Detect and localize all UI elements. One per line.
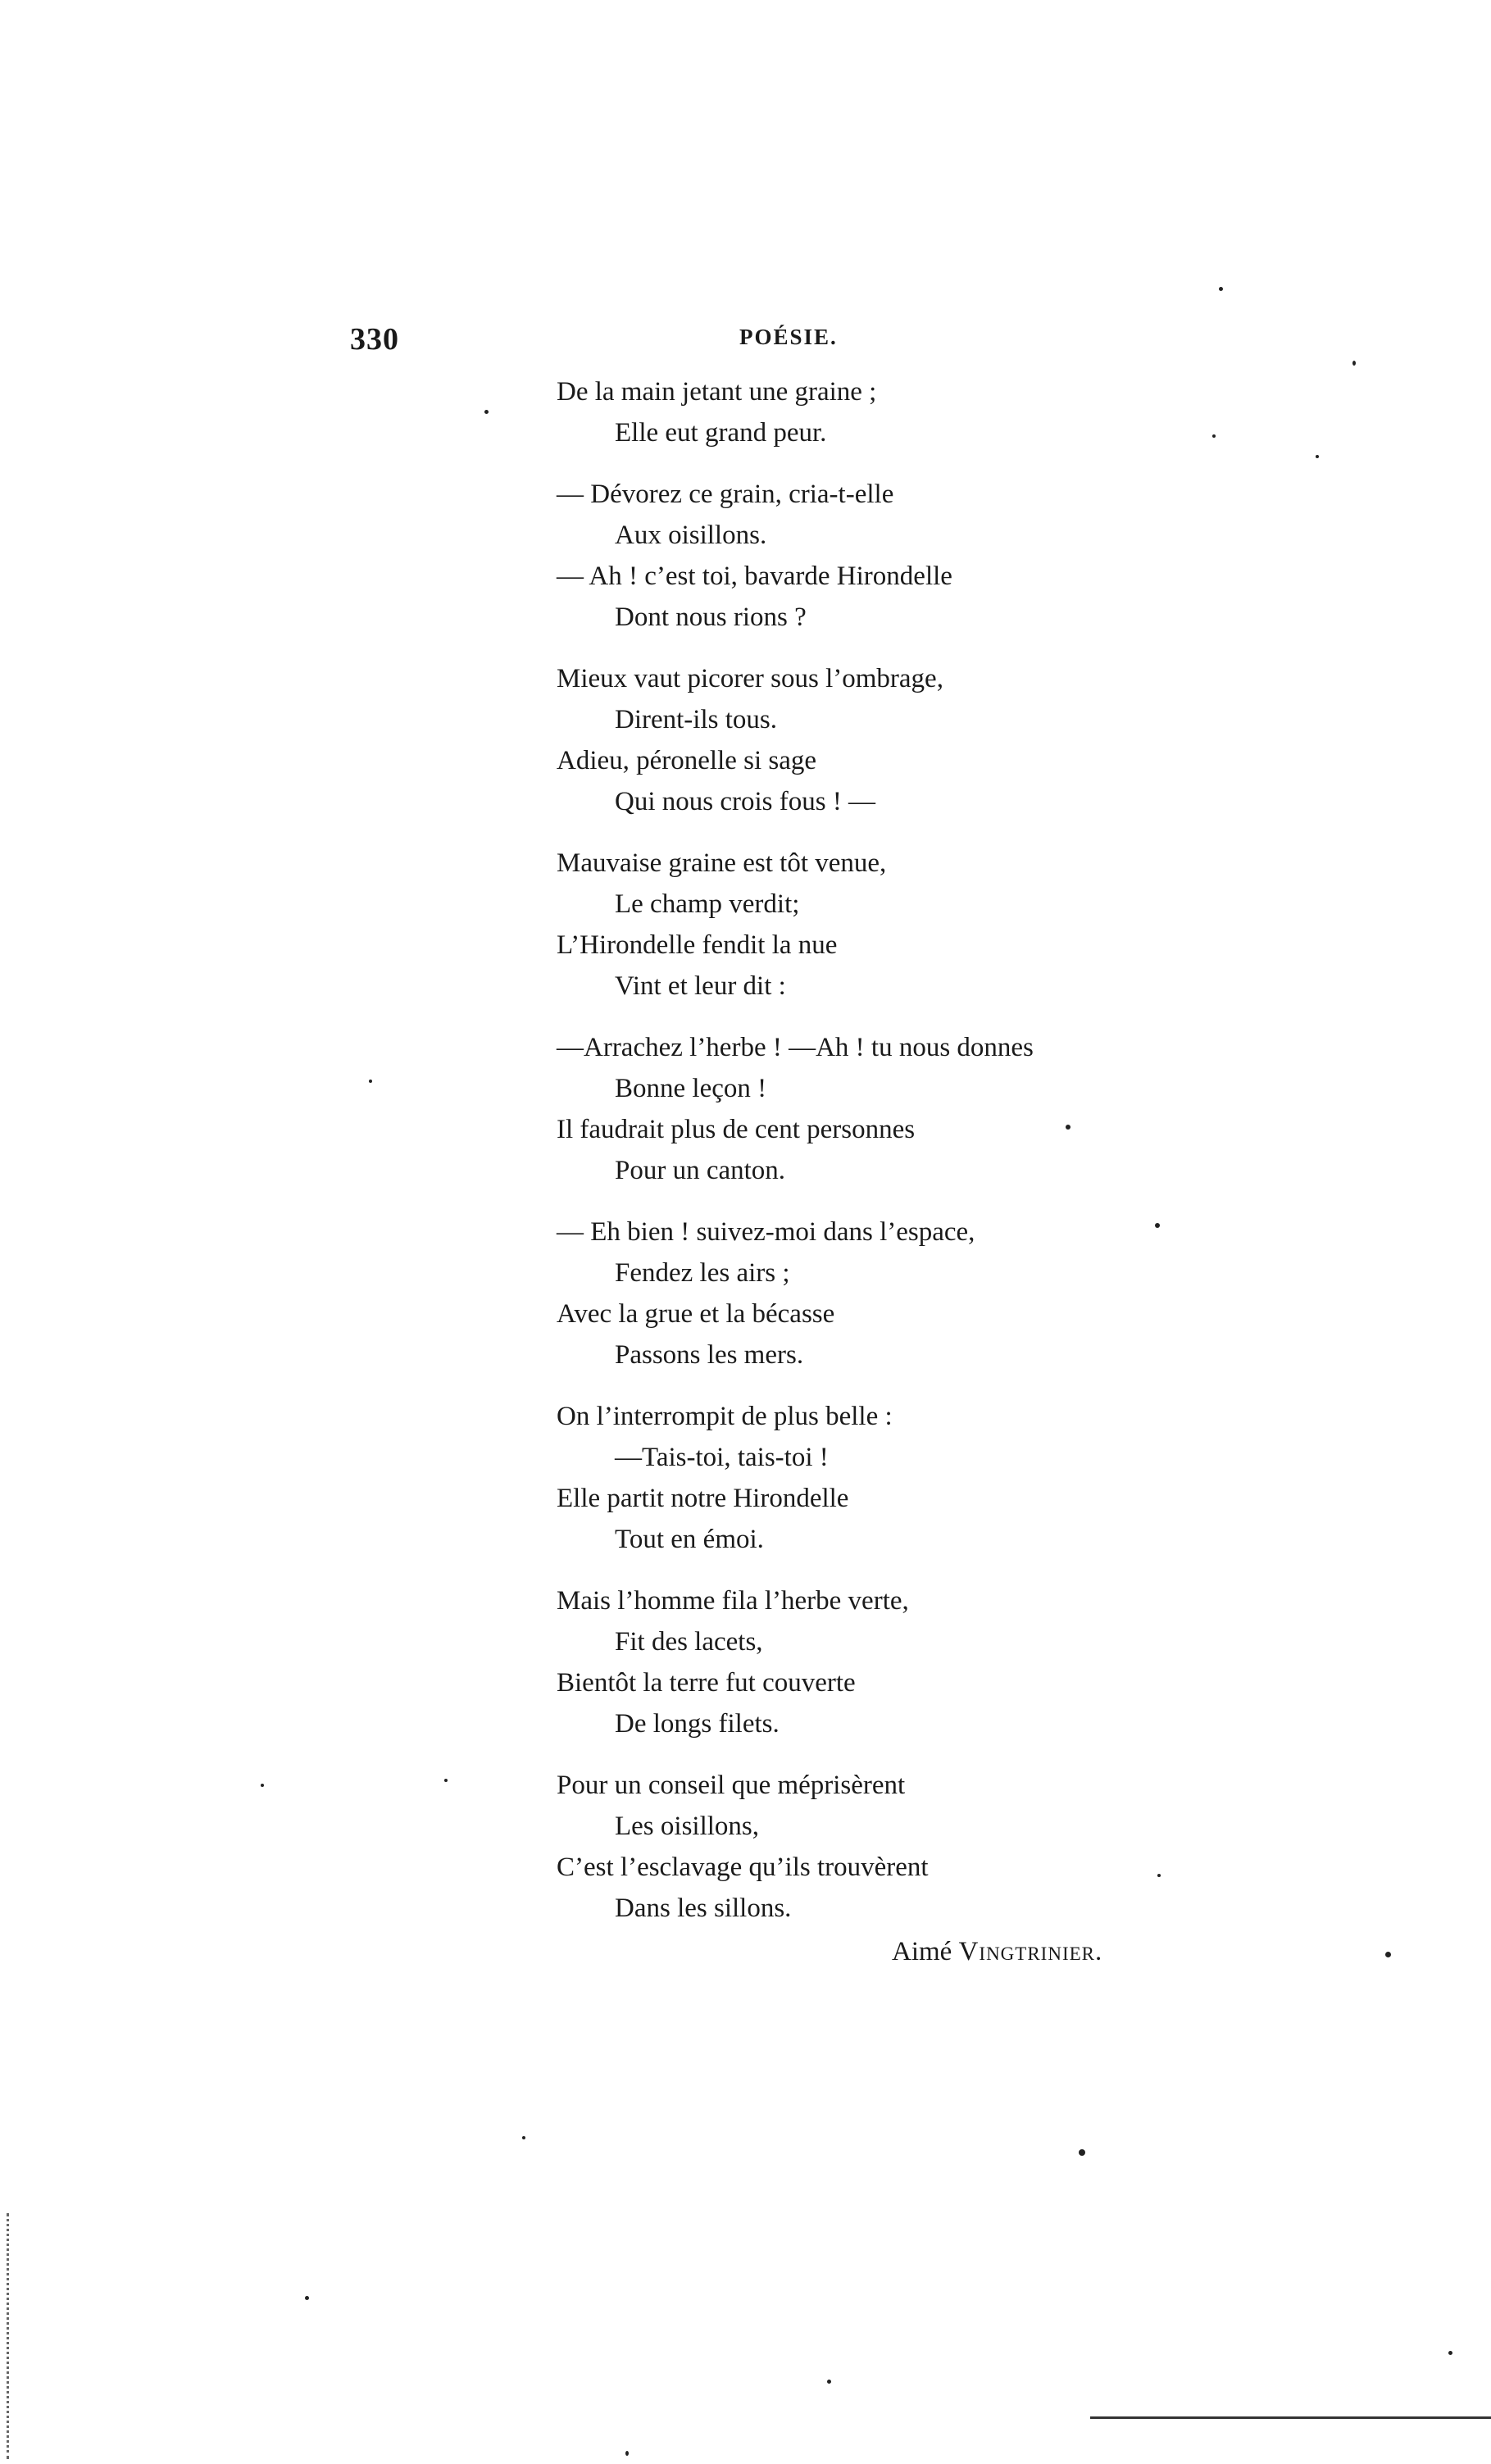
running-title: POÉSIE. — [739, 325, 838, 349]
poem-line: Mieux vaut picorer sous l’ombrage, — [557, 664, 943, 693]
scan-speck — [1352, 361, 1356, 366]
scan-speck — [625, 2451, 629, 2456]
poem-line: Les oisillons, — [615, 1812, 760, 1841]
scan-speck — [1079, 2149, 1085, 2156]
scan-speck — [1212, 434, 1216, 438]
poem-line: —Tais-toi, tais-toi ! — [615, 1443, 829, 1472]
poem-line: Le champ verdit; — [615, 889, 800, 919]
poem-line: Adieu, péronelle si sage — [557, 746, 817, 775]
scan-speck — [1219, 287, 1223, 291]
poem-line: Bientôt la terre fut couverte — [557, 1668, 856, 1698]
scan-speck — [1155, 1223, 1160, 1228]
poem-line: Vint et leur dit : — [615, 971, 786, 1001]
poem-line: Bonne leçon ! — [615, 1074, 767, 1103]
poem-line: De la main jetant une graine ; — [557, 377, 877, 407]
author-first-name: Aimé — [892, 1937, 952, 1966]
poem-line: Passons les mers. — [615, 1340, 804, 1370]
scan-speck — [484, 410, 489, 414]
scan-speck — [369, 1080, 372, 1083]
poem-line: On l’interrompit de plus belle : — [557, 1402, 893, 1431]
scan-speck — [1316, 455, 1319, 458]
scan-speck — [827, 2380, 831, 2384]
scan-speck — [261, 1784, 264, 1787]
poem-line: Avec la grue et la bécasse — [557, 1299, 835, 1329]
poem-line: Fit des lacets, — [615, 1627, 763, 1657]
poem-line: Il faudrait plus de cent personnes — [557, 1115, 916, 1144]
poem-line: — Eh bien ! suivez-moi dans l’espace, — [557, 1217, 975, 1247]
scan-speck — [305, 2296, 309, 2300]
poem-line: Pour un conseil que méprisèrent — [557, 1771, 906, 1800]
poem-line: Elle partit notre Hirondelle — [557, 1484, 849, 1513]
poem-line: Pour un canton. — [615, 1156, 786, 1185]
poem-line: Fendez les airs ; — [615, 1258, 790, 1288]
scan-speck — [1385, 1952, 1391, 1957]
poem-line: C’est l’esclavage qu’ils trouvèrent — [557, 1853, 929, 1882]
page-number: 330 — [350, 322, 399, 357]
poem-line: —Arrachez l’herbe ! —Ah ! tu nous donnes — [557, 1033, 1034, 1062]
scan-rule — [1090, 2416, 1491, 2419]
author-signature — [892, 1937, 1102, 1967]
poem-line: — Dévorez ce grain, cria-t-elle — [557, 480, 894, 509]
poem-line: Dirent-ils tous. — [615, 705, 777, 734]
poem-line: Dont nous rions ? — [615, 602, 807, 632]
scan-speck — [444, 1779, 448, 1782]
poem-line: De longs filets. — [615, 1709, 780, 1739]
poem-line: Qui nous crois fous ! — — [615, 787, 876, 816]
poem-line: Elle eut grand peur. — [615, 418, 827, 448]
poem-line: L’Hirondelle fendit la nue — [557, 930, 838, 960]
scan-speck — [1157, 1874, 1161, 1877]
poem-line: Mauvaise graine est tôt venue, — [557, 848, 887, 878]
poem-line: Dans les sillons. — [615, 1893, 792, 1923]
scan-edge-mark — [7, 2213, 11, 2459]
poem-line: Mais l’homme fila l’herbe verte, — [557, 1586, 909, 1616]
scan-speck — [1448, 2351, 1452, 2355]
poem-line: Tout en émoi. — [615, 1525, 764, 1554]
scan-speck — [522, 2136, 525, 2139]
scan-speck — [1066, 1125, 1071, 1130]
poem-line: Aux oisillons. — [615, 521, 767, 550]
author-last-name: Vingtrinier. — [958, 1937, 1103, 1966]
poem-line: — Ah ! c’est toi, bavarde Hirondelle — [557, 561, 952, 591]
